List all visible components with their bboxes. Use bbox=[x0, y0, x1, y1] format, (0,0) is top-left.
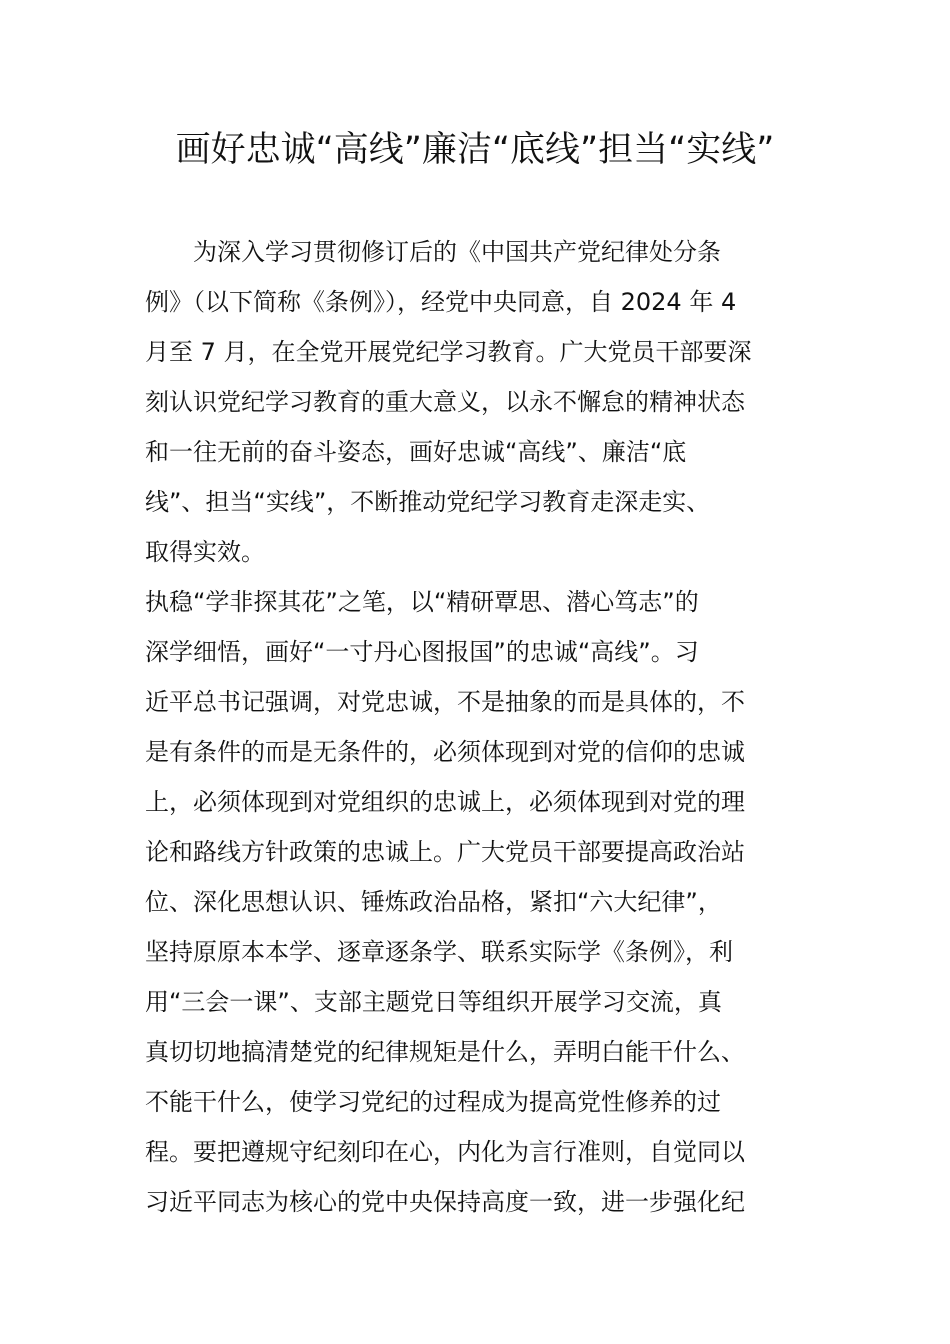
body-text-line: 和一往无前的奋斗姿态，画好忠诚“高线”、廉洁“底 bbox=[145, 438, 687, 466]
body-text-line: 月至 7 月，在全党开展党纪学习教育。广大党员干部要深 bbox=[145, 338, 752, 366]
body-text-line: 上，必须体现到对党组织的忠诚上，必须体现到对党的理 bbox=[145, 788, 745, 816]
body-text-line: 是有条件的而是无条件的，必须体现到对党的信仰的忠诚 bbox=[145, 738, 745, 766]
body-text-line: 深学细悟，画好“一寸丹心图报国”的忠诚“高线”。习 bbox=[145, 638, 699, 666]
body-text-line: 刻认识党纪学习教育的重大意义，以永不懈怠的精神状态 bbox=[145, 388, 745, 416]
body-text-line: 为深入学习贯彻修订后的《中国共产党纪律处分条 bbox=[145, 238, 721, 266]
body-text-line: 程。要把遵规守纪刻印在心，内化为言行准则，自觉同以 bbox=[145, 1138, 745, 1166]
document-title: 画好忠诚“高线”廉洁“底线”担当“实线” bbox=[175, 130, 775, 170]
body-text-line: 用“三会一课”、支部主题党日等组织开展学习交流，真 bbox=[145, 988, 722, 1016]
body-text-line: 取得实效。 bbox=[145, 538, 265, 566]
body-text-line: 例》（以下简称《条例》），经党中央同意，自 2024 年 4 bbox=[145, 288, 737, 316]
body-text-line: 不能干什么，使学习党纪的过程成为提高党性修养的过 bbox=[145, 1088, 721, 1116]
body-text-line: 习近平同志为核心的党中央保持高度一致，进一步强化纪 bbox=[145, 1188, 745, 1216]
body-text-line: 论和路线方针政策的忠诚上。广大党员干部要提高政治站 bbox=[145, 838, 745, 866]
body-text-line: 真切切地搞清楚党的纪律规矩是什么，弄明白能干什么、 bbox=[145, 1038, 745, 1066]
body-text-line: 位、深化思想认识、锤炼政治品格，紧扣“六大纪律”， bbox=[145, 888, 722, 916]
body-text-line: 线”、担当“实线”，不断推动党纪学习教育走深走实、 bbox=[145, 488, 711, 516]
body-text-line: 执稳“学非探其花”之笔，以“精研覃思、潜心笃志”的 bbox=[145, 588, 699, 616]
body-text-line: 坚持原原本本学、逐章逐条学、联系实际学《条例》，利 bbox=[145, 938, 733, 966]
body-text-line: 近平总书记强调，对党忠诚，不是抽象的而是具体的，不 bbox=[145, 688, 745, 716]
